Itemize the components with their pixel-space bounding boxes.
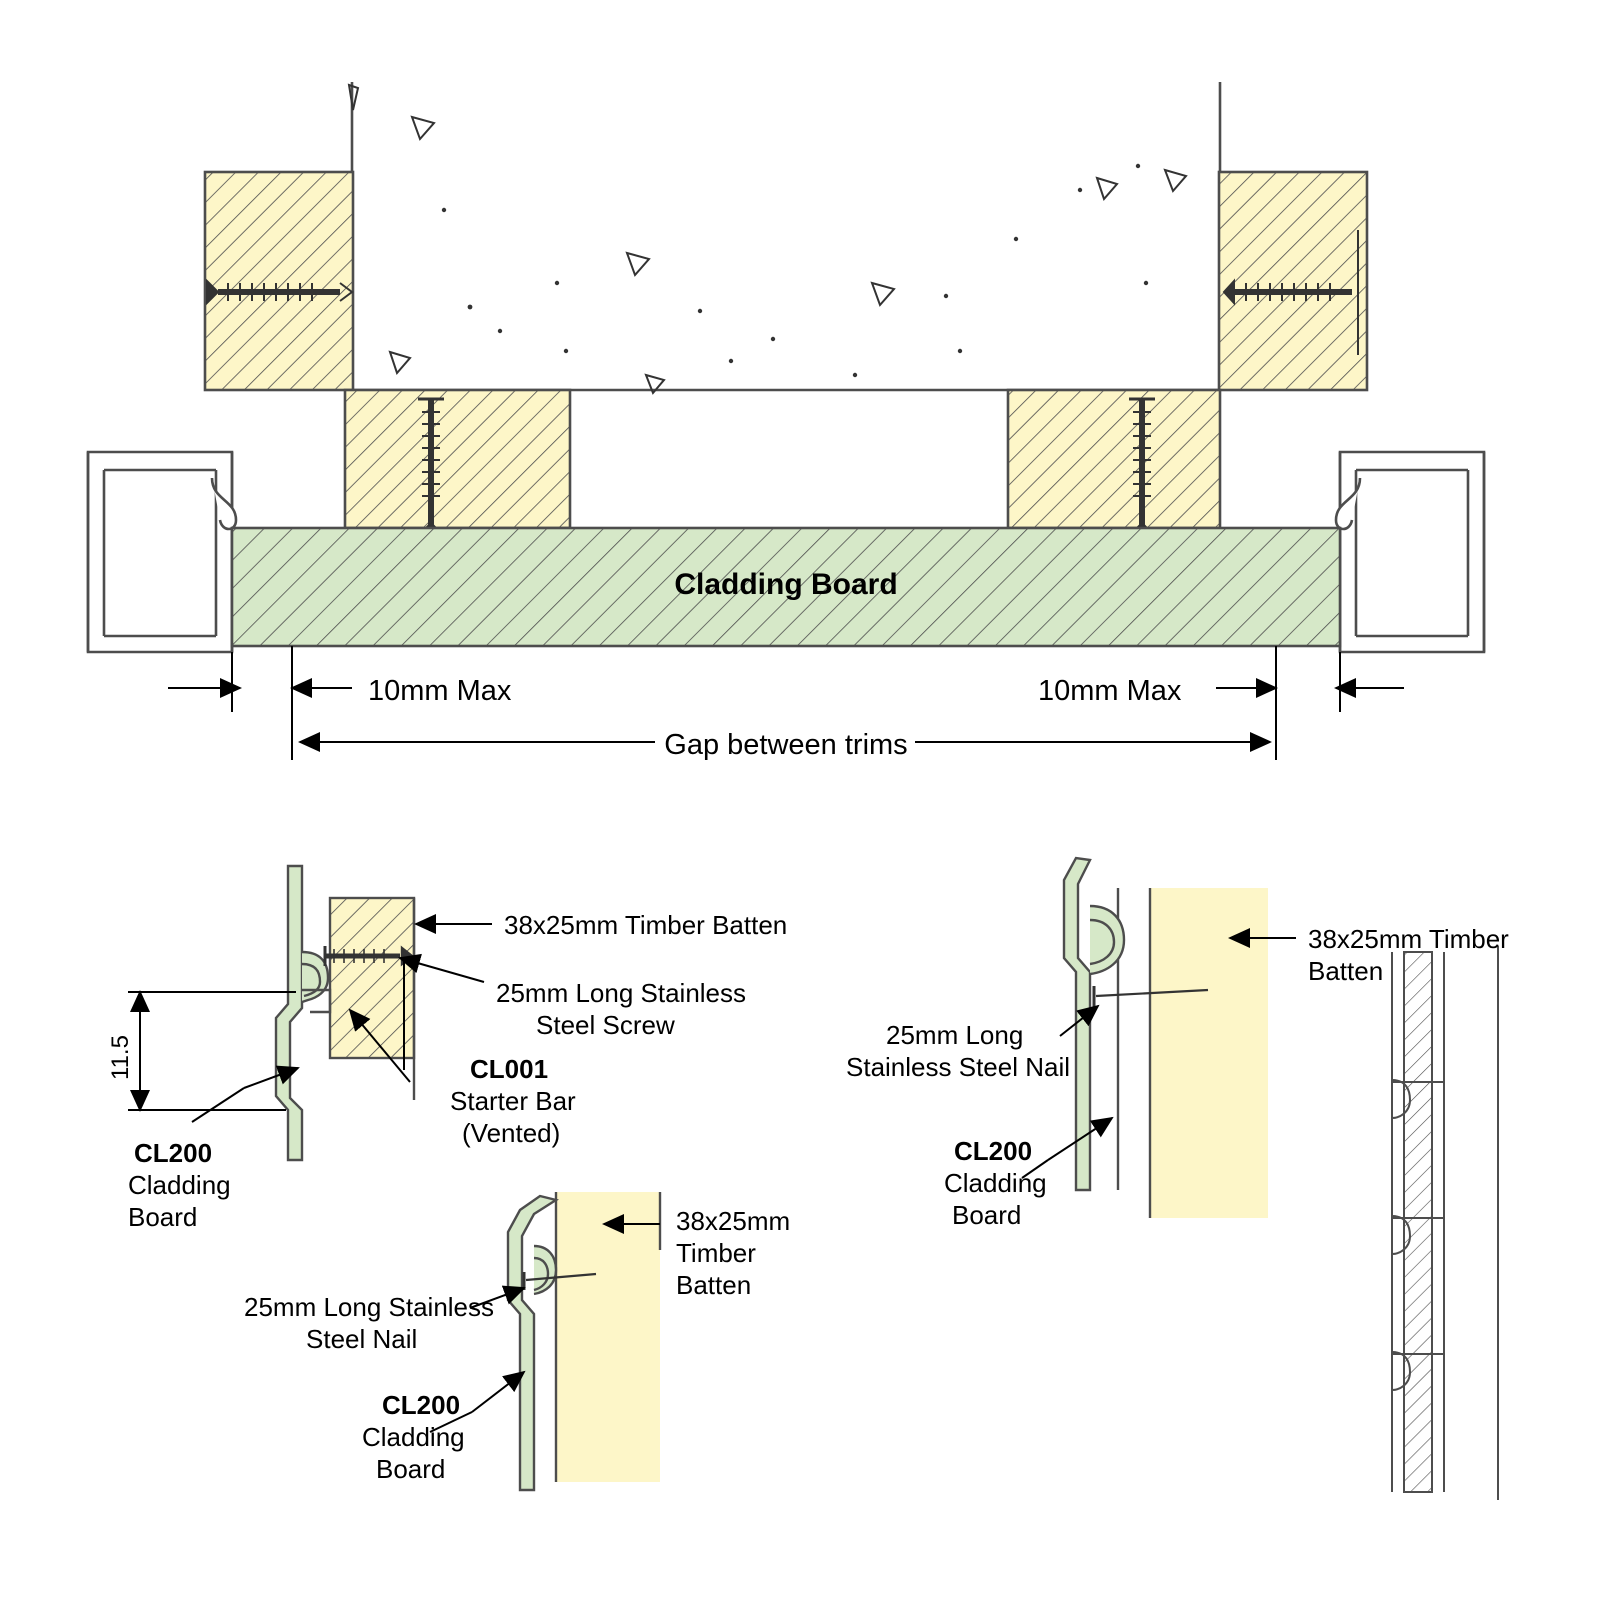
concrete-texture xyxy=(349,85,1186,393)
dimension-right-label: 10mm Max xyxy=(1038,675,1182,707)
trim-profile-right xyxy=(1336,452,1484,652)
timber-batten-vertical-right xyxy=(1219,172,1367,390)
cladding-board-label: Cladding Board xyxy=(674,568,898,601)
detail-c-board-code: CL200 xyxy=(954,1136,1033,1166)
detail-b-board-line2: Board xyxy=(376,1454,446,1484)
detail-c-board-line1: Cladding xyxy=(944,1168,1047,1198)
dimension-left-label: 10mm Max xyxy=(368,675,512,707)
detail-a-starter-line1: Starter Bar xyxy=(450,1086,576,1116)
detail-b-batten-line2: Timber xyxy=(676,1238,756,1268)
detail-b-nail-line2: Steel Nail xyxy=(306,1324,418,1354)
detail-a-dim-label: 11.5 xyxy=(107,1035,134,1080)
detail-c-nail-line1: 25mm Long xyxy=(886,1020,1024,1050)
detail-a-starter-code: CL001 xyxy=(470,1054,549,1084)
detail-a-dimension-11-5 xyxy=(128,992,296,1110)
trim-profile-left xyxy=(88,452,236,652)
detail-a-starter-line2: (Vented) xyxy=(462,1118,561,1148)
detail-a-board-line1: Cladding xyxy=(128,1170,231,1200)
detail-a-assembly xyxy=(128,866,492,1160)
detail-a-timber-batten xyxy=(330,898,414,1058)
detail-c-nail-line2: Stainless Steel Nail xyxy=(846,1052,1070,1082)
detail-b-board-line1: Cladding xyxy=(362,1422,465,1452)
detail-c-board-line2: Board xyxy=(952,1200,1022,1230)
detail-a-board-line2: Board xyxy=(128,1202,198,1232)
timber-batten-horizontal-left xyxy=(345,390,570,528)
timber-batten-horizontal-right xyxy=(1008,390,1220,528)
detail-c-cladding-board xyxy=(1064,858,1124,1190)
timber-batten-vertical-left xyxy=(205,172,353,390)
top-detail-assembly xyxy=(88,82,1484,652)
detail-a-screw-callout-line2: Steel Screw xyxy=(536,1010,675,1040)
detail-b-timber-batten xyxy=(556,1192,660,1482)
dimension-span-label: Gap between trims xyxy=(664,729,908,761)
substrate-wall xyxy=(352,82,1220,390)
detail-a-batten-callout: 38x25mm Timber Batten xyxy=(504,910,788,940)
detail-b-board-code: CL200 xyxy=(382,1390,461,1420)
detail-b-batten-line3: Batten xyxy=(676,1270,752,1300)
detail-c-assembly xyxy=(1022,858,1498,1500)
detail-a-screw-callout-line1: 25mm Long Stainless xyxy=(496,978,747,1008)
detail-b-cladding-board xyxy=(508,1196,556,1490)
detail-c-batten-line2: Batten xyxy=(1308,956,1384,986)
detail-b-batten-line1: 38x25mm xyxy=(676,1206,791,1236)
detail-c-board-section xyxy=(1392,946,1498,1500)
detail-c-batten-line1: 38x25mm Timber xyxy=(1308,924,1509,954)
detail-b-nail-line1: 25mm Long Stainless xyxy=(244,1292,495,1322)
detail-a-board-code: CL200 xyxy=(134,1138,213,1168)
